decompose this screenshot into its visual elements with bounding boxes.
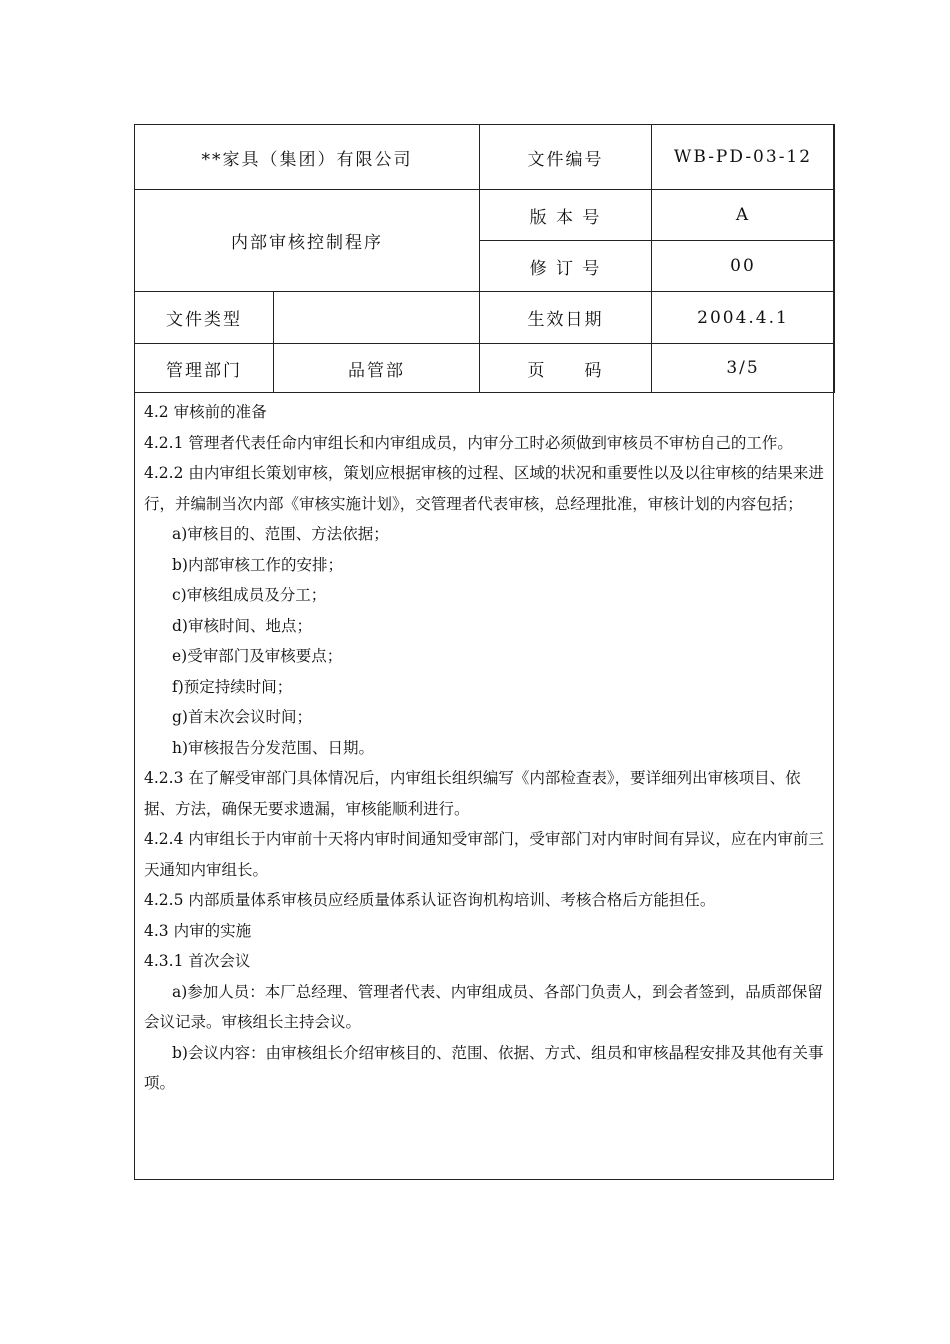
doc-no-label: 文件编号 — [480, 125, 652, 190]
section-4-2-4: 4.2.4 内审组长于内审前十天将内审时间通知受审部门，受审部门对内审时间有异议，应在内审前三天通知内审组长。 — [144, 830, 824, 879]
version-value: A — [652, 190, 835, 241]
document-frame — [134, 124, 834, 1180]
list-item: c)审核组成员及分工； — [172, 586, 327, 604]
document-body — [144, 397, 826, 1099]
section-4-2: 4.2 审核前的准备 — [144, 403, 267, 421]
revision-value: 00 — [652, 241, 835, 292]
page-value: 3/5 — [652, 344, 835, 393]
page-label: 页 码 — [480, 344, 652, 393]
dept-label: 管理部门 — [135, 344, 274, 393]
list-item: e)受审部门及审核要点； — [172, 647, 343, 665]
section-4-3-1-a: a)参加人员：本厂总经理、管理者代表、内审组成员、各部门负责人，到会者签到，品质部保留会议记录。审核组长主持会议。 — [144, 982, 823, 1031]
doc-title: 内部审核控制程序 — [135, 190, 480, 292]
doc-type-value — [274, 292, 480, 344]
section-4-3-1-b: b)会议内容：由审核组长介绍审核目的、范围、依据、方式、组员和审核晶程安排及其他有关事项。 — [144, 1043, 824, 1092]
section-4-3: 4.3 内审的实施 — [144, 921, 252, 940]
effective-date-value: 2004.4.1 — [652, 292, 835, 344]
section-4-3-1: 4.3.1 首次会议 — [144, 952, 251, 970]
dept-value: 品管部 — [274, 344, 480, 393]
list-item: a)审核目的、范围、方法依据； — [172, 525, 389, 543]
section-4-2-2: 4.2.2 由内审组长策划审核，策划应根据审核的过程、区域的状况和重要性以及以往审核的结果来进行，并编制当次内部《审核实施计划》，交管理者代表审核，总经理批准，审核计划的内容包括； — [144, 464, 824, 513]
revision-label: 修 订 号 — [480, 241, 652, 292]
section-4-2-1: 4.2.1 管理者代表任命内审组长和内审组成员，内审分工时必须做到审核员不审枋自己的工作。 — [144, 433, 793, 452]
list-item: b)内部审核工作的安排； — [172, 555, 343, 574]
doc-no-value: WB-PD-03-12 — [652, 125, 835, 190]
doc-type-label: 文件类型 — [135, 292, 274, 344]
company-name: **家具（集团）有限公司 — [135, 125, 480, 190]
list-item: f)预定持续时间； — [172, 677, 293, 696]
section-4-2-3: 4.2.3 在了解受审部门具体情况后，内审组长组织编写《内部检查表》，要详细列出审核项目、依据、方法，确保无要求遗漏，审核能顺利进行。 — [144, 769, 801, 818]
list-item: g)首末次会议时间； — [172, 708, 312, 726]
effective-date-label: 生效日期 — [480, 292, 652, 344]
header-table — [134, 124, 835, 393]
version-label: 版 本 号 — [480, 190, 652, 241]
list-item: h)审核报告分发范围、日期。 — [172, 738, 375, 757]
list-item: d)审核时间、地点； — [172, 616, 312, 635]
section-4-2-5: 4.2.5 内部质量体系审核员应经质量体系认证咨询机构培训、考核合格后方能担任。 — [144, 891, 716, 909]
